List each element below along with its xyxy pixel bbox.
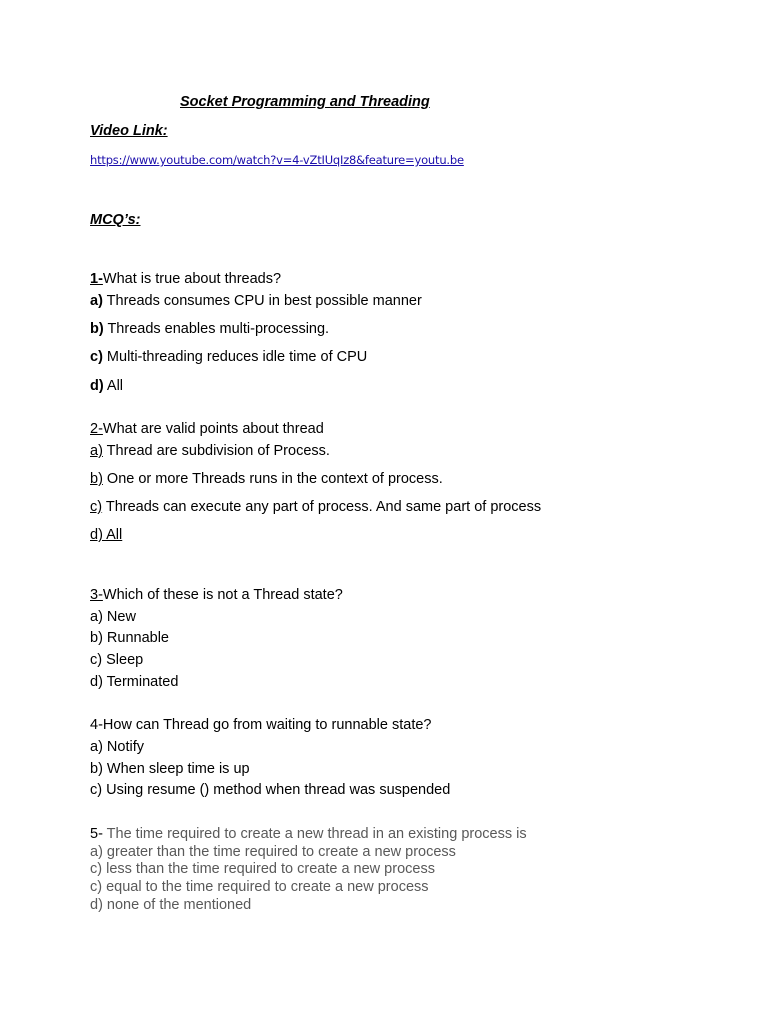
question-1-option-d — [90, 378, 123, 394]
question-1-option-a — [90, 293, 422, 309]
question-1-option-b — [90, 321, 329, 337]
question-2-number: 2- — [90, 421, 103, 437]
question-4: 4-How can Thread go from waiting to runnable state? — [90, 717, 432, 733]
option-letter: b) — [90, 321, 104, 337]
question-3-text: Which of these is not a Thread state? — [102, 587, 343, 603]
option-letter: d) All — [90, 527, 123, 543]
question-5-option-a: a) greater than the time required to create a new process — [90, 844, 456, 860]
question-3-number: 3- — [90, 587, 103, 603]
question-2-option-d — [90, 527, 122, 543]
video-link[interactable]: https://www.youtube.com/watch?v=4-vZtIUqIz8&feature=youtu.be — [90, 153, 464, 167]
question-2-option-b — [90, 471, 443, 487]
option-text: Threads consumes CPU in best possible manner — [102, 293, 422, 309]
option-text: One or more Threads runs in the context of process. — [102, 471, 443, 487]
question-5 — [90, 826, 527, 842]
question-3-option-c: c) Sleep — [90, 652, 144, 668]
option-text: Threads can execute any part of process. And same part of process — [102, 499, 542, 515]
question-1 — [90, 271, 281, 287]
option-text: Thread are subdivision of Process. — [102, 443, 330, 459]
option-letter: c) — [90, 499, 103, 515]
page-title: Socket Programming and Threading — [180, 94, 430, 110]
question-4-option-a: a) Notify — [90, 739, 144, 755]
question-5-text: The time required to create a new thread in an existing process is — [106, 826, 527, 842]
question-5-number: 5- — [90, 826, 107, 842]
mcq-heading: MCQ’s: — [90, 212, 141, 228]
question-4-option-b: b) When sleep time is up — [90, 761, 250, 777]
option-text: All — [103, 378, 124, 394]
video-link-label: Video Link: — [90, 123, 168, 139]
question-1-text: What is true about threads? — [102, 271, 282, 287]
option-letter: a) — [90, 293, 103, 309]
question-4-option-c: c) Using resume () method when thread was suspended — [90, 782, 451, 798]
question-2-text: What are valid points about thread — [102, 421, 324, 437]
question-5-option-d: d) none of the mentioned — [90, 897, 252, 913]
question-1-number: 1- — [90, 271, 103, 287]
question-5-option-b: c) less than the time required to create a new process — [90, 861, 435, 877]
option-letter: d) — [90, 378, 104, 394]
question-2-option-a — [90, 443, 330, 459]
question-3-option-d: d) Terminated — [90, 674, 179, 690]
question-3 — [90, 587, 343, 603]
question-5-option-c: c) equal to the time required to create a new process — [90, 879, 429, 895]
option-letter: c) — [90, 349, 103, 365]
question-2-option-c — [90, 499, 541, 515]
question-2 — [90, 421, 324, 437]
option-text: Multi-threading reduces idle time of CPU — [102, 349, 368, 365]
option-text: Threads enables multi-processing. — [103, 321, 330, 337]
option-letter: a) — [90, 443, 103, 459]
question-1-option-c — [90, 349, 367, 365]
question-3-option-a: a) New — [90, 609, 136, 625]
option-letter: b) — [90, 471, 103, 487]
question-3-option-b: b) Runnable — [90, 630, 169, 646]
